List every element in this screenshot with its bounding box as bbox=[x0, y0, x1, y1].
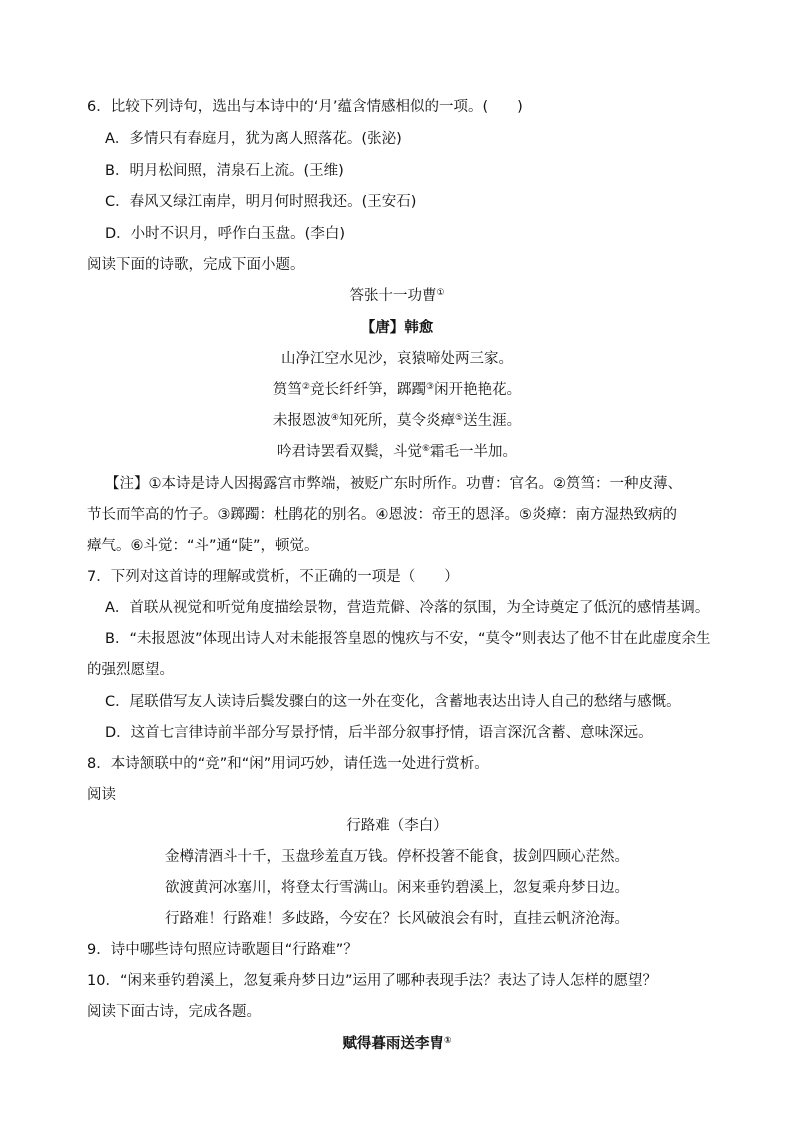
reading-instruction-1: 阅读下面的诗歌，完成下面小题。 bbox=[87, 257, 305, 273]
footnote-marker: ② bbox=[301, 382, 310, 392]
poem2-line-3: 行路难！行路难！多歧路，今安在？长风破浪会有时，直挂云帆济沧海。 bbox=[165, 911, 629, 927]
q7-option-c: C．尾联借写友人读诗后鬓发骤白的这一外在变化，含蓄地表达出诗人自己的愁绪与感慨。 bbox=[105, 694, 681, 710]
poem3-title bbox=[0, 1034, 794, 1054]
footnote-marker: ③ bbox=[426, 382, 435, 392]
poem1-title-text: 答张十一功曹 bbox=[349, 288, 437, 304]
poem-text: 吟君诗罢看双鬓，斗觉 bbox=[276, 444, 422, 460]
poem1-line-4 bbox=[0, 442, 794, 462]
question-6-stem: 6．比较下列诗句，选出与本诗中的‘月’蕴含情感相似的一项。( ) bbox=[87, 99, 523, 115]
question-9: 9．诗中哪些诗句照应诗歌题目“行路难”？ bbox=[87, 942, 358, 958]
reading-instruction-2: 阅读 bbox=[87, 787, 116, 803]
poem1-annotation-line-3: 瘴气。⑥斗觉：“斗”通“陡”，顿觉。 bbox=[87, 538, 319, 554]
poem1-annotation-line-1: 【注】①本诗是诗人因揭露宫市弊端，被贬广东时所作。功曹：官名。②筼筜：一种皮薄、 bbox=[105, 476, 682, 492]
poem-text: 竞长纤纤笋，踯躅 bbox=[310, 382, 426, 398]
q7-option-a: A．首联从视觉和听觉角度描绘景物，营造荒僻、冷落的氛围，为全诗奠定了低沉的感情基调。 bbox=[105, 600, 710, 616]
footnote-marker: ⑥ bbox=[421, 444, 431, 454]
q7-option-d: D．这首七言律诗前半部分写景抒情，后半部分叙事抒情，语言深沉含蓄、意味深远。 bbox=[105, 725, 653, 741]
poem2-title: 行路难（李白） bbox=[346, 818, 448, 834]
poem1-line-3 bbox=[0, 411, 794, 431]
q6-option-c: C．春风又绿江南岸，明月何时照我还。(王安石) bbox=[105, 194, 417, 210]
poem-text: 知死所，莫令炎瘴 bbox=[339, 413, 455, 429]
poem-text: 筼筜 bbox=[272, 382, 302, 398]
poem3-title-text: 赋得暮雨送李胄 bbox=[342, 1036, 444, 1052]
question-7-stem: 7．下列对这首诗的理解或赏析，不正确的一项是（ ） bbox=[87, 569, 459, 585]
footnote-marker: ④ bbox=[330, 413, 339, 423]
poem1-line-1 bbox=[0, 349, 794, 369]
poem1-line-2 bbox=[0, 380, 794, 400]
q6-option-d: D．小时不识月，呼作白玉盘。(李白) bbox=[105, 226, 345, 242]
question-8: 8．本诗颔联中的“竞”和“闲”用词巧妙，请任选一处进行赏析。 bbox=[87, 756, 489, 772]
q7-option-b: B．“未报恩波”体现出诗人对未能报答皇恩的愧疚与不安，“莫令”则表达了他不甘在此虚度余生 bbox=[105, 631, 711, 647]
question-10: 10．“闲来垂钓碧溪上，忽复乘舟梦日边”运用了哪种表现手法？表达了诗人怎样的愿望？ bbox=[87, 973, 657, 989]
poem-text: 未报恩波 bbox=[272, 413, 331, 429]
poem2-line-2: 欲渡黄河冰塞川，将登太行雪满山。闲来垂钓碧溪上，忽复乘舟梦日边。 bbox=[165, 880, 629, 896]
poem2-line-1: 金樽清酒斗十千，玉盘珍羞直万钱。停杯投箸不能食，拔剑四顾心茫然。 bbox=[165, 849, 629, 865]
poem-text: 霜毛一半加。 bbox=[430, 444, 518, 460]
footnote-marker: ⑤ bbox=[455, 413, 464, 423]
q6-option-b: B．明月松间照，清泉石上流。(王维) bbox=[105, 163, 344, 179]
footnote-marker: ① bbox=[436, 288, 445, 298]
poem-text: 山净江空水见沙，哀猿啼处两三家。 bbox=[281, 351, 513, 367]
poem1-title bbox=[0, 286, 794, 306]
q7-option-b-continued: 的强烈愿望。 bbox=[87, 662, 174, 678]
q6-option-a: A．多情只有春庭月，犹为离人照落花。(张泌) bbox=[105, 131, 402, 147]
poem1-annotation-line-2: 节长而竿高的竹子。③踯躅：杜鹃花的别名。④恩波：帝王的恩泽。⑤炎瘴：南方湿热致病的 bbox=[87, 507, 677, 523]
reading-instruction-3: 阅读下面古诗，完成各题。 bbox=[87, 1004, 261, 1020]
poem-text: 送生涯。 bbox=[463, 413, 522, 429]
footnote-marker: ① bbox=[443, 1036, 452, 1046]
poem-text: 闲开艳艳花。 bbox=[434, 382, 522, 398]
poem1-author: 【唐】韩愈 bbox=[360, 320, 434, 336]
